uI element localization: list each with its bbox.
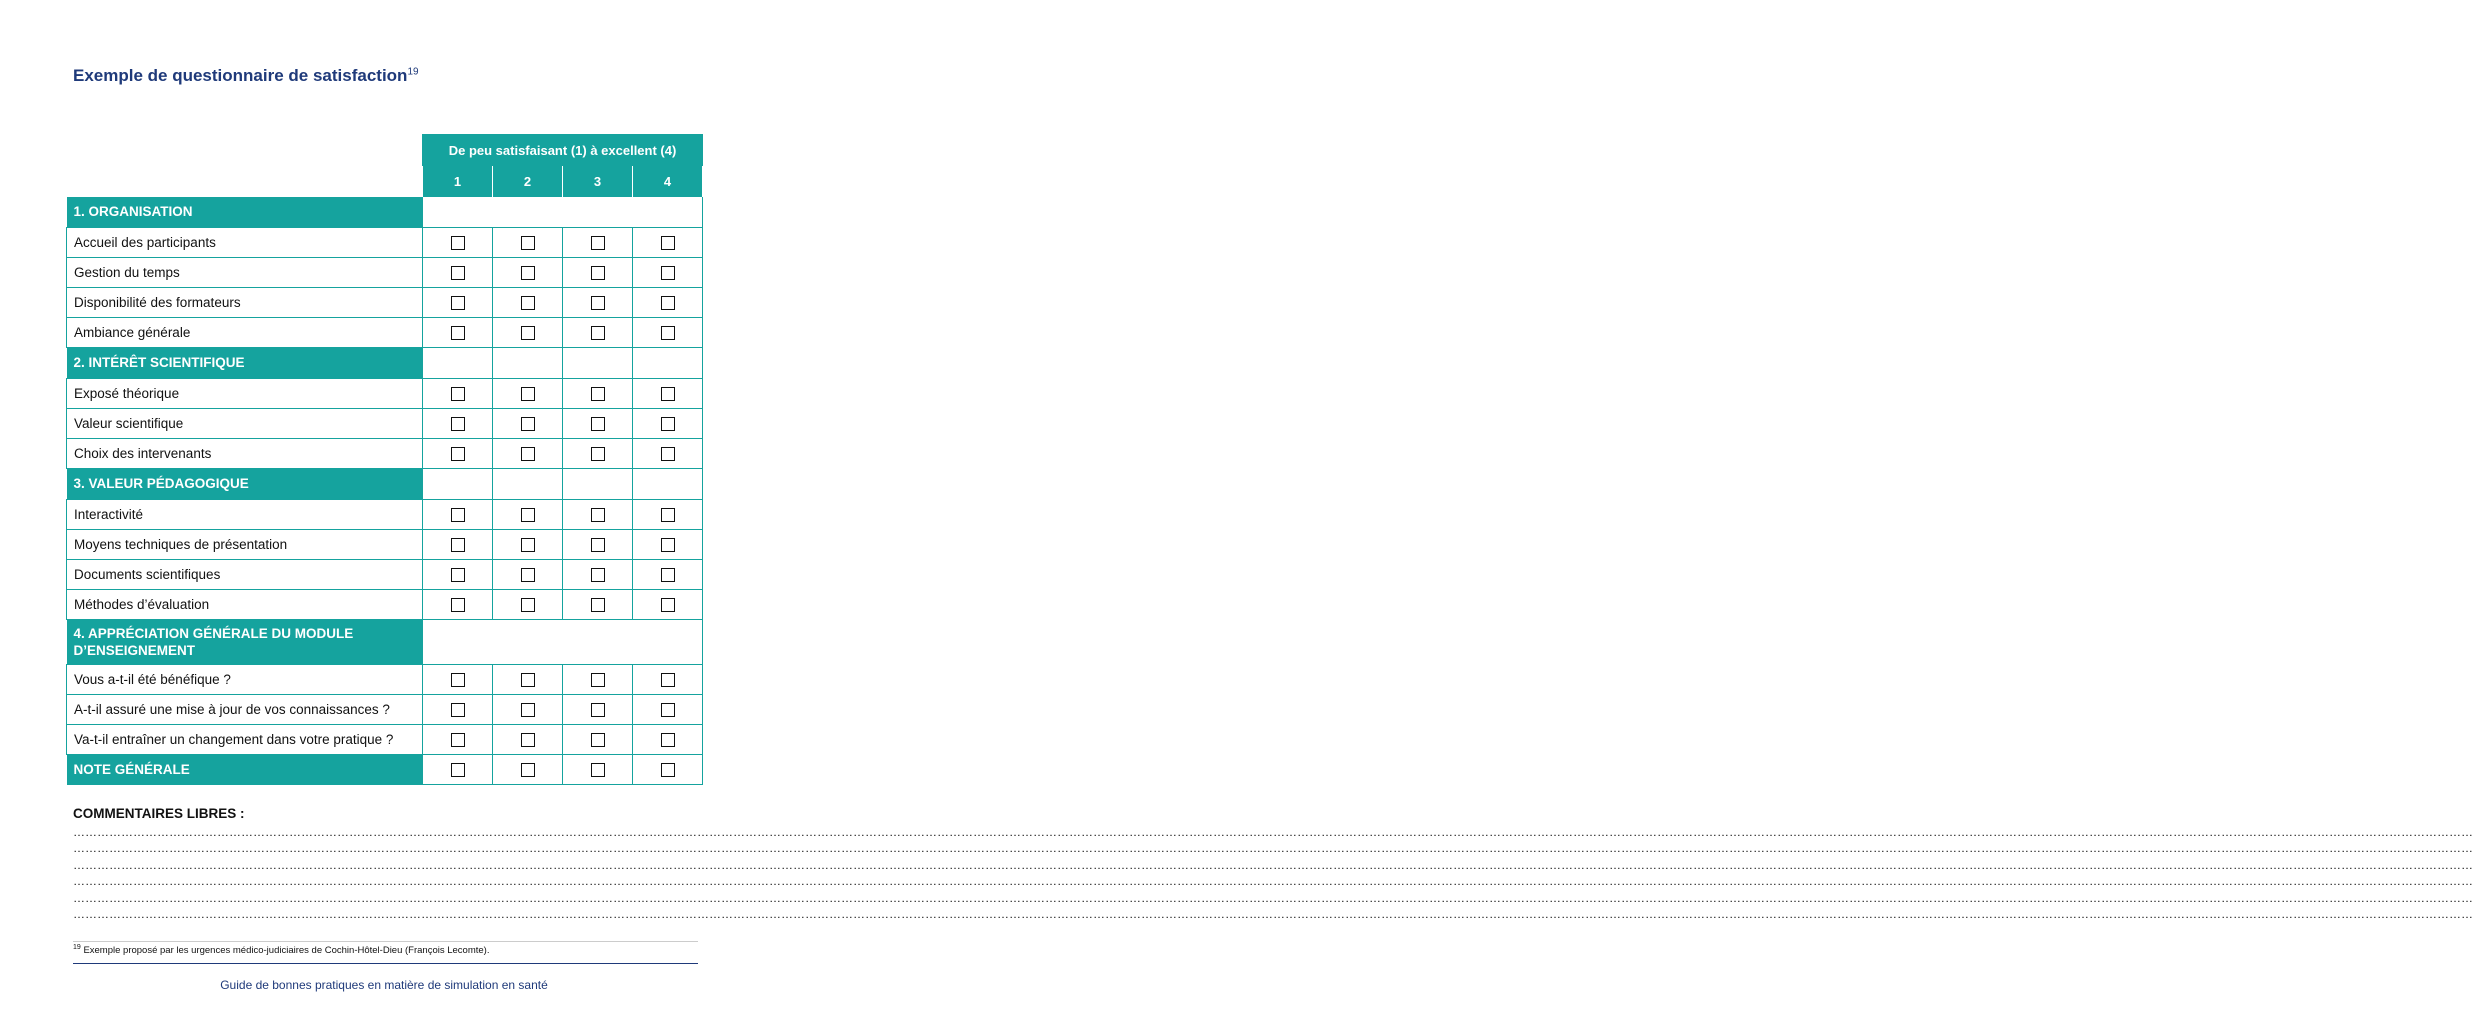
question-row	[67, 408, 703, 438]
rating-checkbox-4[interactable]	[661, 236, 675, 250]
comment-line[interactable]: ……………………………………………………………………………………………………………………………………………………………………………………………………………………………………………………………………………………………………………………………………………………………………………………………………………………………………………………………………………………………………………………………………………………	[73, 906, 2473, 921]
footnote-number: 19	[73, 944, 81, 951]
rating-checkbox-4[interactable]	[661, 538, 675, 552]
question-label: Documents scientifiques	[67, 559, 423, 589]
comment-line[interactable]: ……………………………………………………………………………………………………………………………………………………………………………………………………………………………………………………………………………………………………………………………………………………………………………………………………………………………………………………………………………………………………………………………………………………	[73, 841, 2473, 856]
rating-checkbox-4[interactable]	[661, 703, 675, 717]
page-footer: Guide de bonnes pratiques en matière de simulation en santé	[220, 978, 548, 992]
question-label: Gestion du temps	[67, 257, 423, 287]
rating-checkbox-2[interactable]	[521, 387, 535, 401]
rating-checkbox-2[interactable]	[521, 326, 535, 340]
question-label: Méthodes d’évaluation	[67, 589, 423, 619]
question-row	[67, 317, 703, 347]
question-row	[67, 499, 703, 529]
footnote-text: Exemple proposé par les urgences médico-judiciaires de Cochin-Hôtel-Dieu (François Lecomte).	[83, 945, 490, 957]
footnote-divider	[73, 941, 698, 942]
question-label: Choix des intervenants	[67, 438, 423, 468]
rating-checkbox-3[interactable]	[591, 598, 605, 612]
question-label: Va-t-il entraîner un changement dans votre pratique ?	[67, 724, 423, 754]
question-label: Accueil des participants	[67, 227, 423, 257]
rating-checkbox-1[interactable]	[451, 598, 465, 612]
rating-checkbox-3[interactable]	[591, 296, 605, 310]
section-heading: 2. INTÉRÊT SCIENTIFIQUE	[67, 347, 423, 378]
rating-checkbox-3[interactable]	[591, 508, 605, 522]
rating-checkbox-4[interactable]	[661, 568, 675, 582]
rating-checkbox-1[interactable]	[451, 236, 465, 250]
comment-line[interactable]: ……………………………………………………………………………………………………………………………………………………………………………………………………………………………………………………………………………………………………………………………………………………………………………………………………………………………………………………………………………………………………………………………………………………	[73, 890, 2473, 905]
scale-number-4: 4	[633, 166, 703, 197]
note-generale-checkbox-4[interactable]	[661, 763, 675, 777]
rating-checkbox-4[interactable]	[661, 447, 675, 461]
rating-checkbox-1[interactable]	[451, 387, 465, 401]
rating-checkbox-1[interactable]	[451, 733, 465, 747]
rating-checkbox-1[interactable]	[451, 673, 465, 687]
question-label: Disponibilité des formateurs	[67, 287, 423, 317]
page-title	[73, 66, 419, 86]
rating-checkbox-2[interactable]	[521, 673, 535, 687]
rating-checkbox-3[interactable]	[591, 236, 605, 250]
question-row	[67, 257, 703, 287]
rating-checkbox-4[interactable]	[661, 296, 675, 310]
rating-checkbox-2[interactable]	[521, 568, 535, 582]
rating-checkbox-3[interactable]	[591, 447, 605, 461]
rating-checkbox-4[interactable]	[661, 598, 675, 612]
scale-header: De peu satisfaisant (1) à excellent (4)	[423, 135, 703, 166]
rating-checkbox-2[interactable]	[521, 417, 535, 431]
section-heading: 1. ORGANISATION	[67, 197, 423, 228]
scale-number-2: 2	[493, 166, 563, 197]
rating-checkbox-3[interactable]	[591, 417, 605, 431]
note-generale-checkbox-3[interactable]	[591, 763, 605, 777]
question-row	[67, 287, 703, 317]
page-title-text: Exemple de questionnaire de satisfaction	[73, 66, 408, 85]
rating-checkbox-2[interactable]	[521, 296, 535, 310]
note-generale-checkbox-2[interactable]	[521, 763, 535, 777]
comment-line[interactable]: ……………………………………………………………………………………………………………………………………………………………………………………………………………………………………………………………………………………………………………………………………………………………………………………………………………………………………………………………………………………………………………………………………………………	[73, 825, 2473, 839]
rating-checkbox-4[interactable]	[661, 266, 675, 280]
section-heading: 4. APPRÉCIATION GÉNÉRALE DU MODULE D’ENSEIGNEMENT	[67, 619, 423, 664]
rating-checkbox-3[interactable]	[591, 266, 605, 280]
section-heading: 3. VALEUR PÉDAGOGIQUE	[67, 468, 423, 499]
rating-checkbox-1[interactable]	[451, 568, 465, 582]
rating-checkbox-2[interactable]	[521, 508, 535, 522]
scale-number-1: 1	[423, 166, 493, 197]
rating-checkbox-3[interactable]	[591, 538, 605, 552]
rating-checkbox-1[interactable]	[451, 417, 465, 431]
rating-checkbox-2[interactable]	[521, 538, 535, 552]
question-label: Vous a-t-il été bénéfique ?	[67, 664, 423, 694]
question-row	[67, 589, 703, 619]
note-generale-checkbox-1[interactable]	[451, 763, 465, 777]
rating-checkbox-1[interactable]	[451, 538, 465, 552]
comments-area[interactable]	[73, 824, 2473, 922]
rating-checkbox-4[interactable]	[661, 733, 675, 747]
rating-checkbox-1[interactable]	[451, 296, 465, 310]
scale-number-3: 3	[563, 166, 633, 197]
rating-checkbox-2[interactable]	[521, 266, 535, 280]
rating-checkbox-2[interactable]	[521, 598, 535, 612]
rating-checkbox-1[interactable]	[451, 266, 465, 280]
comment-line[interactable]: ……………………………………………………………………………………………………………………………………………………………………………………………………………………………………………………………………………………………………………………………………………………………………………………………………………………………………………………………………………………………………………………………………………………	[73, 857, 2473, 872]
rating-checkbox-2[interactable]	[521, 733, 535, 747]
rating-checkbox-1[interactable]	[451, 326, 465, 340]
rating-checkbox-3[interactable]	[591, 703, 605, 717]
rating-checkbox-4[interactable]	[661, 417, 675, 431]
rating-checkbox-3[interactable]	[591, 387, 605, 401]
rating-checkbox-3[interactable]	[591, 568, 605, 582]
question-row	[67, 694, 703, 724]
question-row	[67, 227, 703, 257]
question-label: Moyens techniques de présentation	[67, 529, 423, 559]
rating-checkbox-4[interactable]	[661, 387, 675, 401]
questionnaire-table	[66, 134, 703, 785]
comments-label: COMMENTAIRES LIBRES :	[73, 806, 245, 821]
rating-checkbox-3[interactable]	[591, 733, 605, 747]
footer-divider	[73, 963, 698, 964]
rating-checkbox-2[interactable]	[521, 703, 535, 717]
rating-checkbox-4[interactable]	[661, 673, 675, 687]
rating-checkbox-2[interactable]	[521, 236, 535, 250]
rating-checkbox-4[interactable]	[661, 326, 675, 340]
rating-checkbox-4[interactable]	[661, 508, 675, 522]
note-generale-heading: NOTE GÉNÉRALE	[67, 754, 423, 785]
footnote-ref: 19	[407, 66, 419, 78]
question-label: Valeur scientifique	[67, 408, 423, 438]
question-label: A-t-il assuré une mise à jour de vos connaissances ?	[67, 694, 423, 724]
rating-checkbox-3[interactable]	[591, 673, 605, 687]
rating-checkbox-1[interactable]	[451, 703, 465, 717]
question-row	[67, 664, 703, 694]
question-row	[67, 724, 703, 754]
footnote	[73, 944, 489, 956]
comment-line[interactable]: ……………………………………………………………………………………………………………………………………………………………………………………………………………………………………………………………………………………………………………………………………………………………………………………………………………………………………………………………………………………………………………………………………………………	[73, 874, 2473, 889]
rating-checkbox-2[interactable]	[521, 447, 535, 461]
question-label: Interactivité	[67, 499, 423, 529]
rating-checkbox-3[interactable]	[591, 326, 605, 340]
question-row	[67, 438, 703, 468]
rating-checkbox-1[interactable]	[451, 447, 465, 461]
question-label: Exposé théorique	[67, 378, 423, 408]
question-row	[67, 529, 703, 559]
rating-checkbox-1[interactable]	[451, 508, 465, 522]
question-row	[67, 559, 703, 589]
question-label: Ambiance générale	[67, 317, 423, 347]
question-row	[67, 378, 703, 408]
